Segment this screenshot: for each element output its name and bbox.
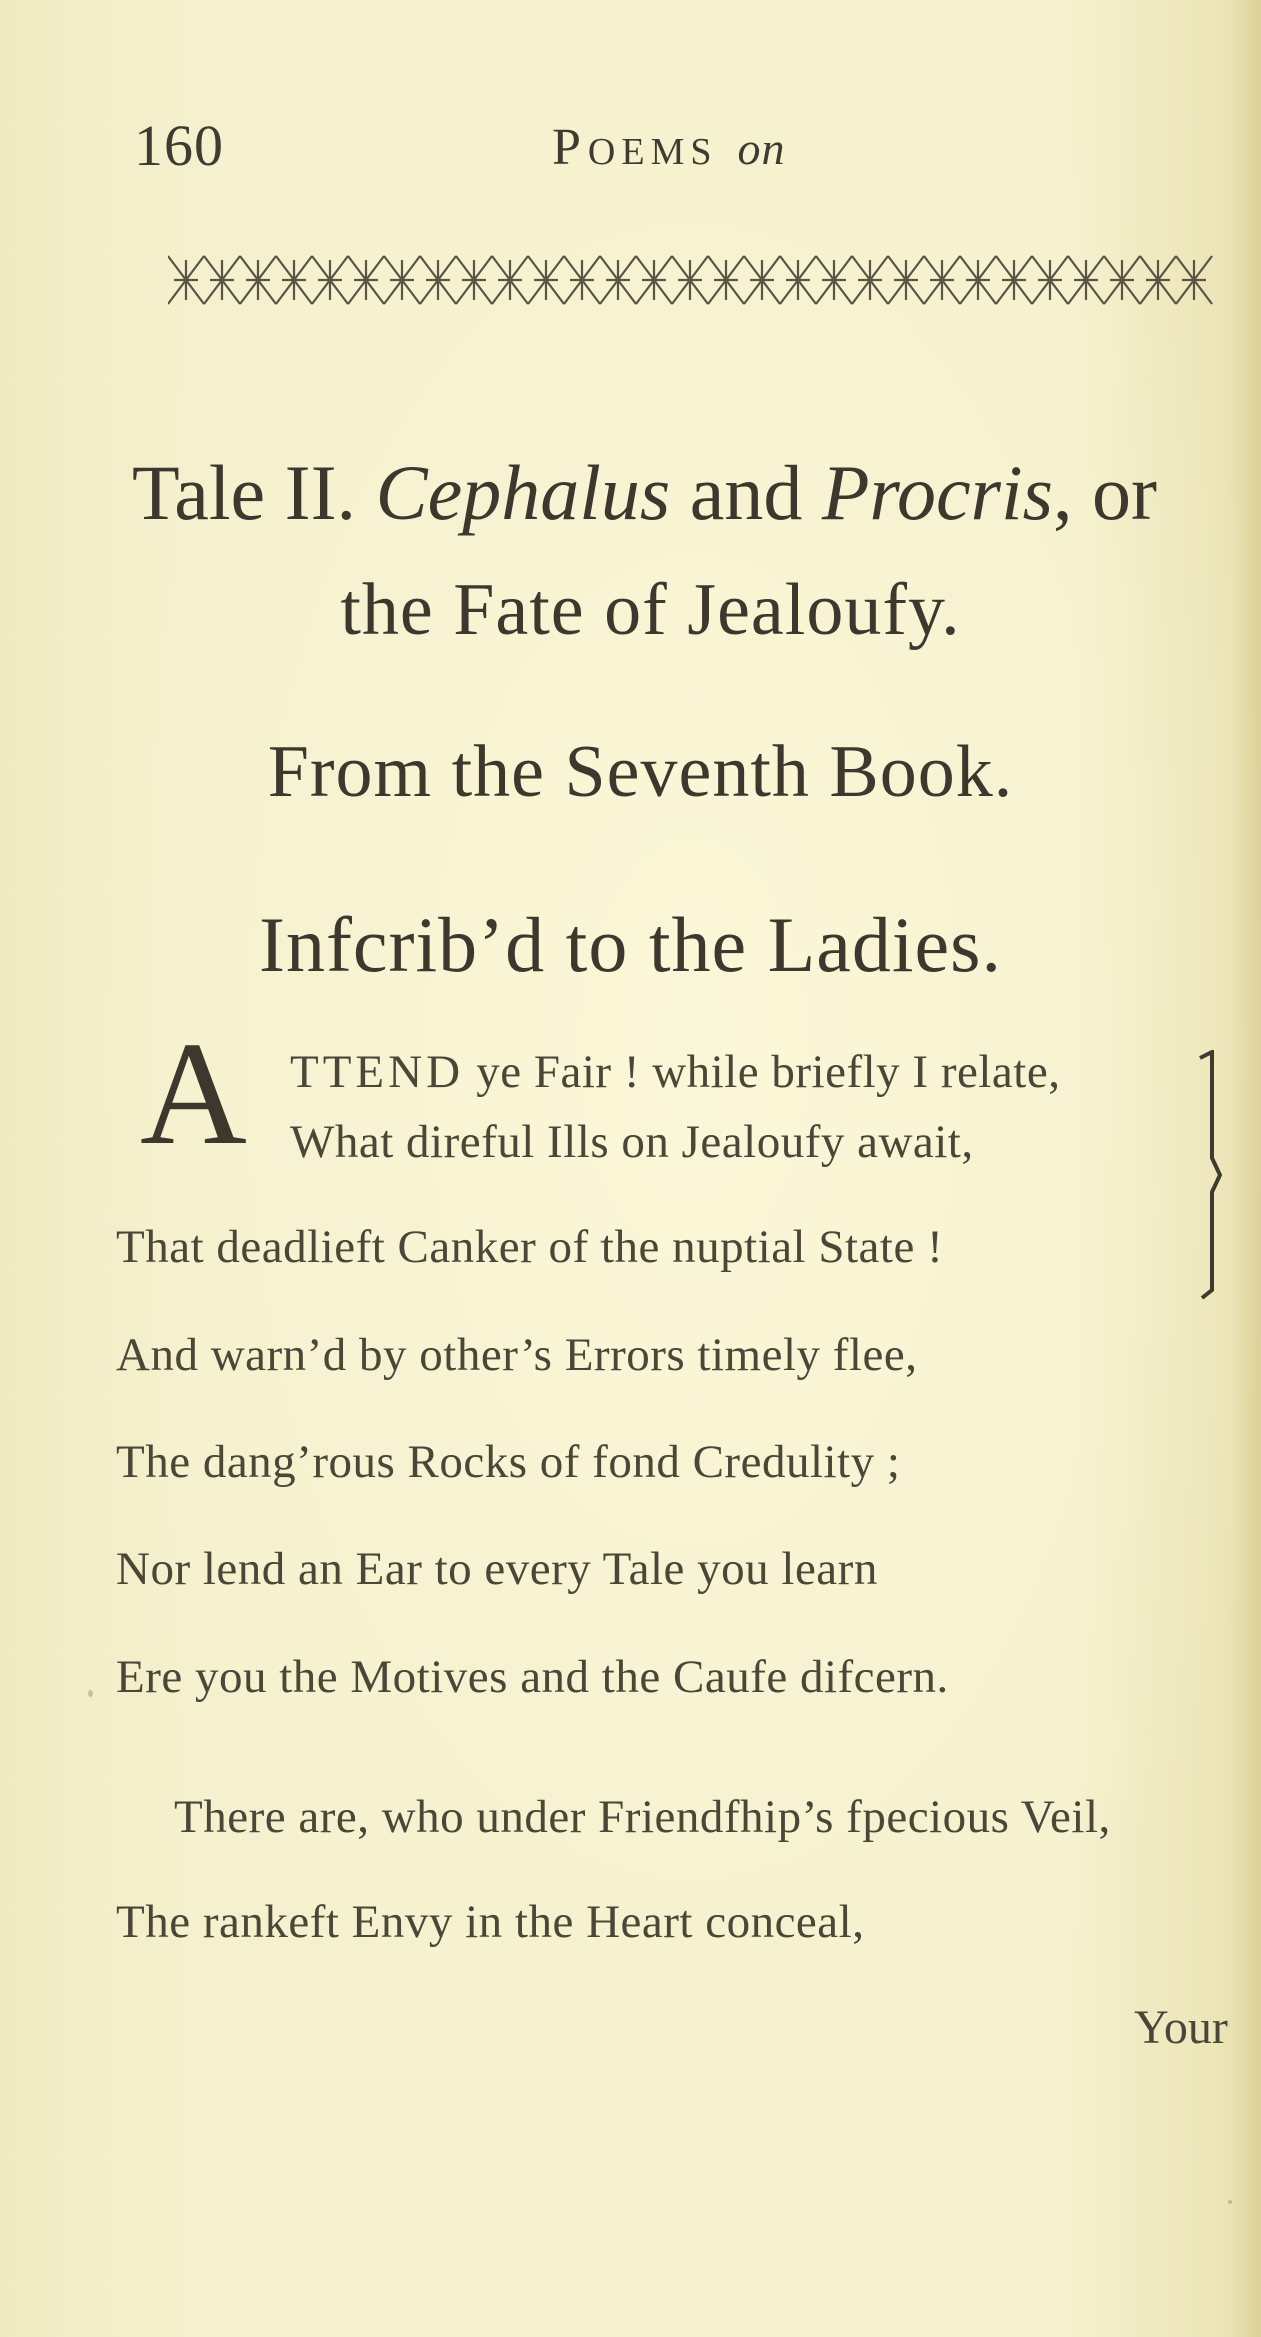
running-head-small-caps: OEMS xyxy=(587,131,718,173)
verse-line-8: There are, who under Friendfhip’s fpecious Veil, xyxy=(174,1791,1111,1843)
verse-line-4: And warn’d by other’s Errors timely flee, xyxy=(116,1329,918,1381)
title-line-2: the Fate of Jealoufy. xyxy=(340,569,961,651)
title-and: and xyxy=(689,449,803,536)
paper-speck xyxy=(1228,2200,1232,2204)
running-head xyxy=(552,118,786,177)
ornament-rule xyxy=(168,252,1230,308)
title-or: , or xyxy=(1052,449,1157,536)
verse-line-1-rest: ye Fair ! while briefly I relate, xyxy=(464,1046,1061,1098)
title-line-1 xyxy=(132,448,1252,538)
title-tale-number: Tale II. xyxy=(132,449,357,536)
drop-cap: A xyxy=(140,1012,247,1176)
verse-line-2: What direful Ills on Jealoufy await, xyxy=(290,1116,974,1168)
subtitle-source: From the Seventh Book. xyxy=(267,731,1014,813)
verse-line-9: The rankeft Envy in the Heart conceal, xyxy=(116,1896,865,1948)
verse-line-7: Ere you the Motives and the Caufe difcern. xyxy=(116,1651,949,1703)
verse-line-3: That deadlieft Canker of the nuptial State ! xyxy=(116,1221,944,1273)
verse-line-5: The dang’rous Rocks of fond Credulity ; xyxy=(116,1436,901,1488)
verse-line-6: Nor lend an Ear to every Tale you learn xyxy=(116,1543,878,1595)
verse-line-1-caps: TTEND xyxy=(290,1046,465,1098)
page-number: 160 xyxy=(134,113,224,178)
verse-line-1 xyxy=(290,1045,1060,1099)
dedication: Infcrib’d to the Ladies. xyxy=(258,901,1003,988)
title-name-cephalus: Cephalus xyxy=(375,449,671,536)
running-head-italic: on xyxy=(737,123,786,174)
catchword: Your xyxy=(1134,2001,1228,2054)
title-name-procris: Procris xyxy=(821,449,1053,536)
paper-speck xyxy=(88,1690,93,1697)
page-edge-shadow xyxy=(1233,0,1261,2337)
running-head-initial: P xyxy=(552,119,588,176)
triplet-brace xyxy=(1180,1050,1230,1300)
